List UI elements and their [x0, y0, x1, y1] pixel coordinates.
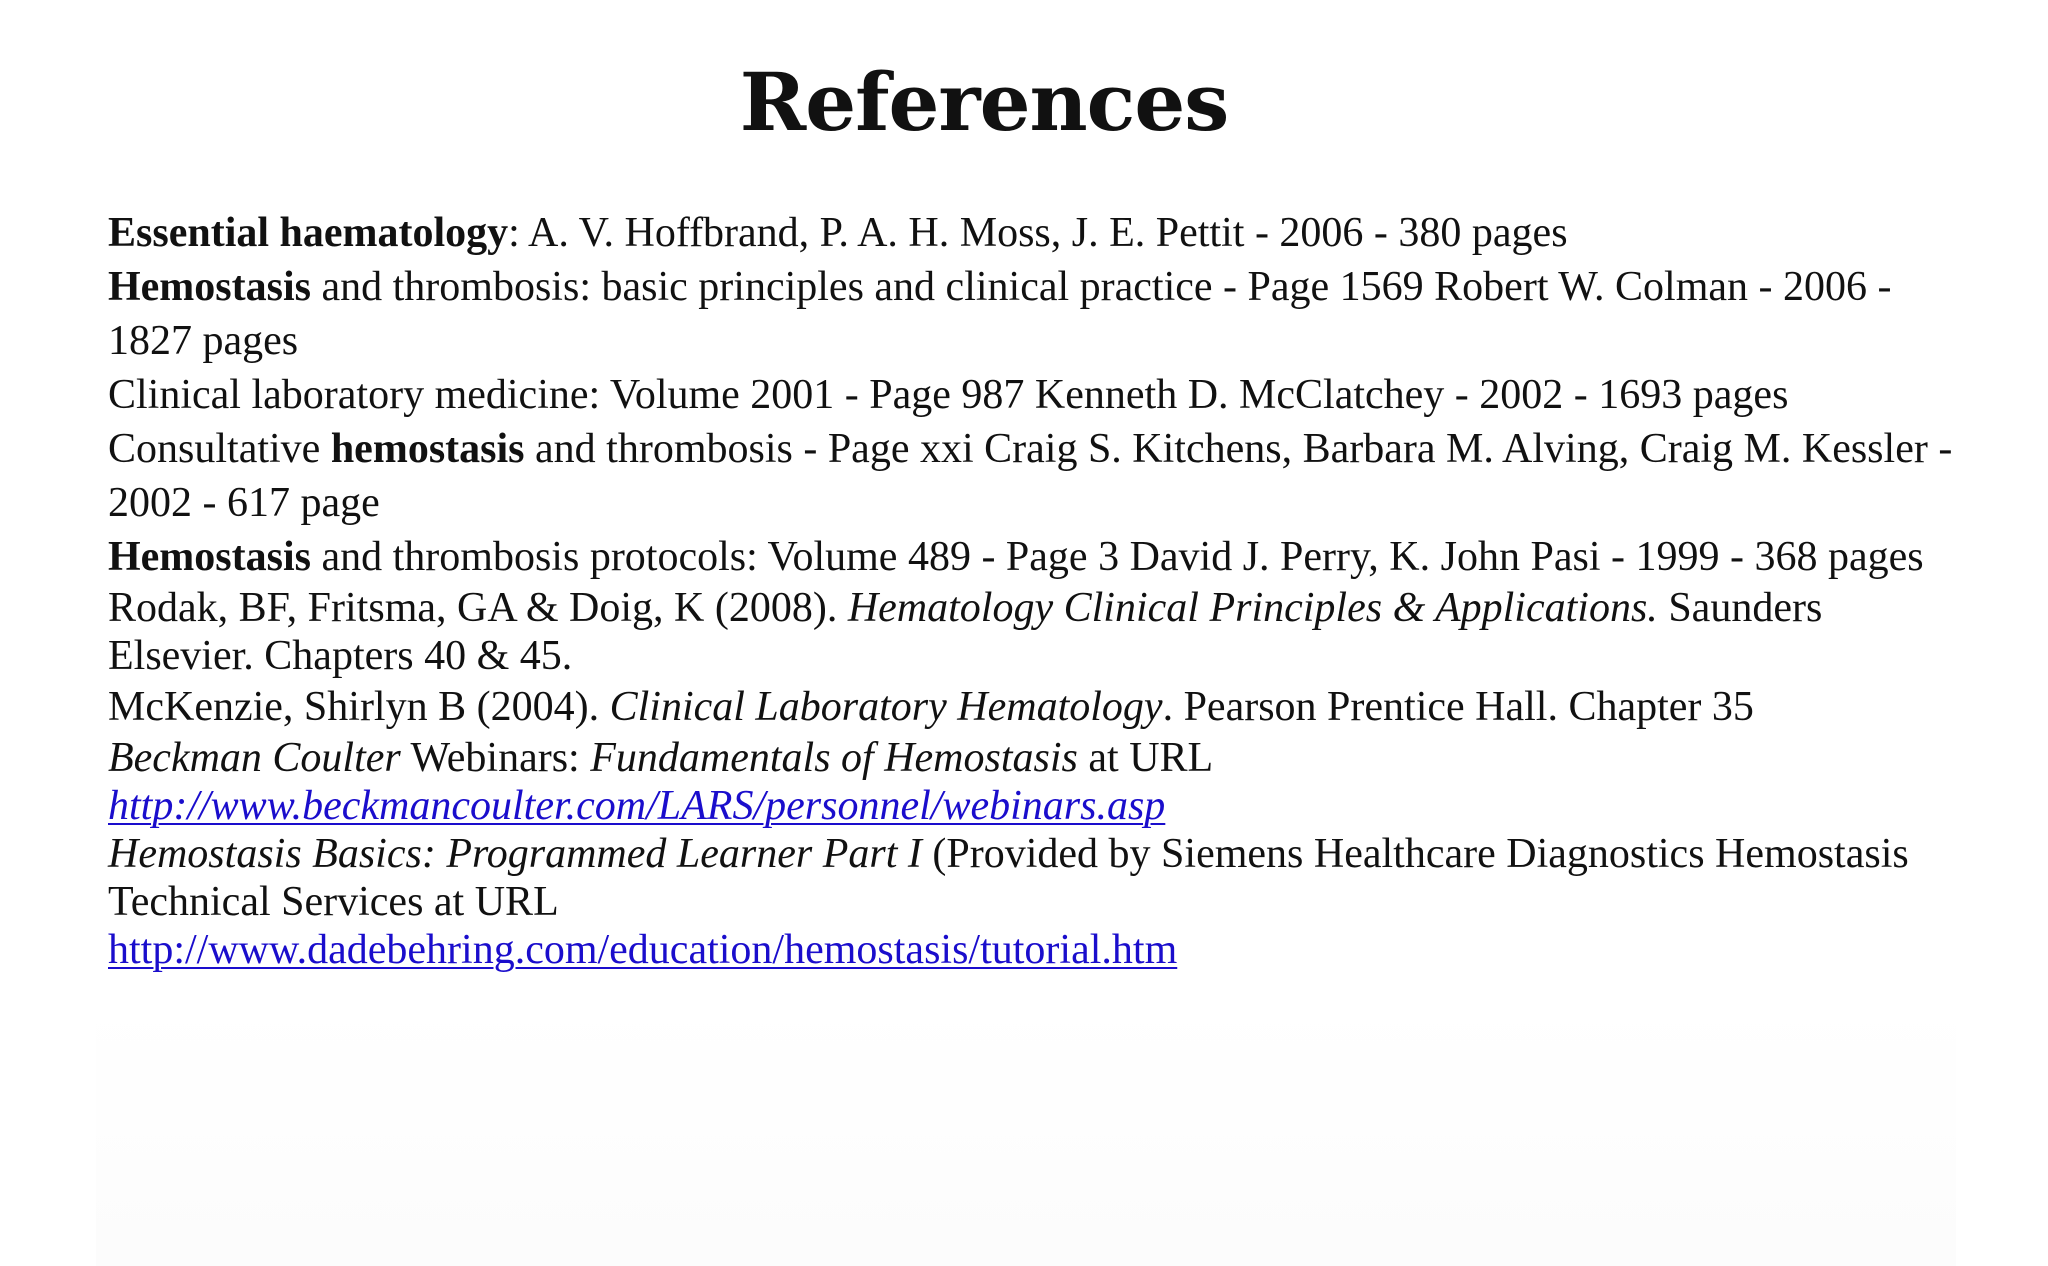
- reference-italic: Clinical Laboratory Hematology: [609, 684, 1163, 730]
- reference-pre: Rodak, BF, Fritsma, GA & Doig, K (2008).: [108, 585, 848, 631]
- reference-text: Clinical laboratory medicine: Volume 2001 - Page 987 Kenneth D. McClatchey - 2002 - 1693 pages: [108, 372, 1789, 418]
- panel-shade: [96, 1000, 1956, 1266]
- reference-italic: Hemostasis Basics: Programmed Learner Part I: [108, 831, 922, 877]
- reference-item-3: [108, 368, 1968, 422]
- reference-item-1: [108, 206, 1968, 260]
- reference-bold: hemostasis: [330, 426, 525, 472]
- reference-bold: Essential haematology: [108, 210, 509, 256]
- reference-pre: Consultative: [108, 426, 331, 472]
- reference-text: : A. V. Hoffbrand, P. A. H. Moss, J. E. Pettit - 2006 - 380 pages: [508, 210, 1568, 256]
- beckman-webinar-link[interactable]: http://www.beckmancoulter.com/LARS/personnel/webinars.asp: [108, 783, 1166, 829]
- reference-item-9: [108, 830, 1968, 974]
- siemens-tutorial-link[interactable]: http://www.dadebehring.com/education/hemostasis/tutorial.htm: [108, 927, 1178, 973]
- reference-italic: Beckman Coulter: [108, 735, 401, 781]
- reference-text: and thrombosis: basic principles and clinical practice - Page 1569 Robert W. Colman - 2006 - 1827 pages: [108, 264, 1892, 364]
- reference-list: [108, 206, 1968, 974]
- reference-item-5: [108, 530, 1968, 584]
- reference-text: (Provided by Siemens Healthcare Diagnostics Hemostasis Technical Services at URL: [108, 831, 1909, 925]
- reference-text: at URL: [1077, 735, 1214, 781]
- reference-item-2: [108, 260, 1968, 368]
- reference-item-4: [108, 422, 1968, 530]
- reference-text: . Pearson Prentice Hall. Chapter 35: [1162, 684, 1754, 730]
- reference-text: Saunders Elsevier. Chapters 40 & 45.: [108, 585, 1823, 679]
- reference-pre: McKenzie, Shirlyn B (2004).: [108, 684, 610, 730]
- reference-bold: Hemostasis: [108, 264, 311, 310]
- reference-text: Webinars:: [400, 735, 591, 781]
- reference-text: and thrombosis - Page xxi Craig S. Kitchens, Barbara M. Alving, Craig M. Kessler - 2002 - 617 page: [108, 426, 1953, 526]
- reference-text: and thrombosis protocols: Volume 489 - Page 3 David J. Perry, K. John Pasi - 1999 - 368 pages: [311, 534, 1924, 580]
- reference-italic: Fundamentals of Hemostasis: [590, 735, 1078, 781]
- reference-item-8: [108, 734, 1968, 830]
- reference-item-6: [108, 584, 1968, 680]
- reference-italic: Hematology Clinical Principles & Applications.: [847, 585, 1658, 631]
- reference-bold: Hemostasis: [108, 534, 311, 580]
- reference-item-7: [108, 680, 1968, 734]
- page-title: References: [739, 55, 1229, 149]
